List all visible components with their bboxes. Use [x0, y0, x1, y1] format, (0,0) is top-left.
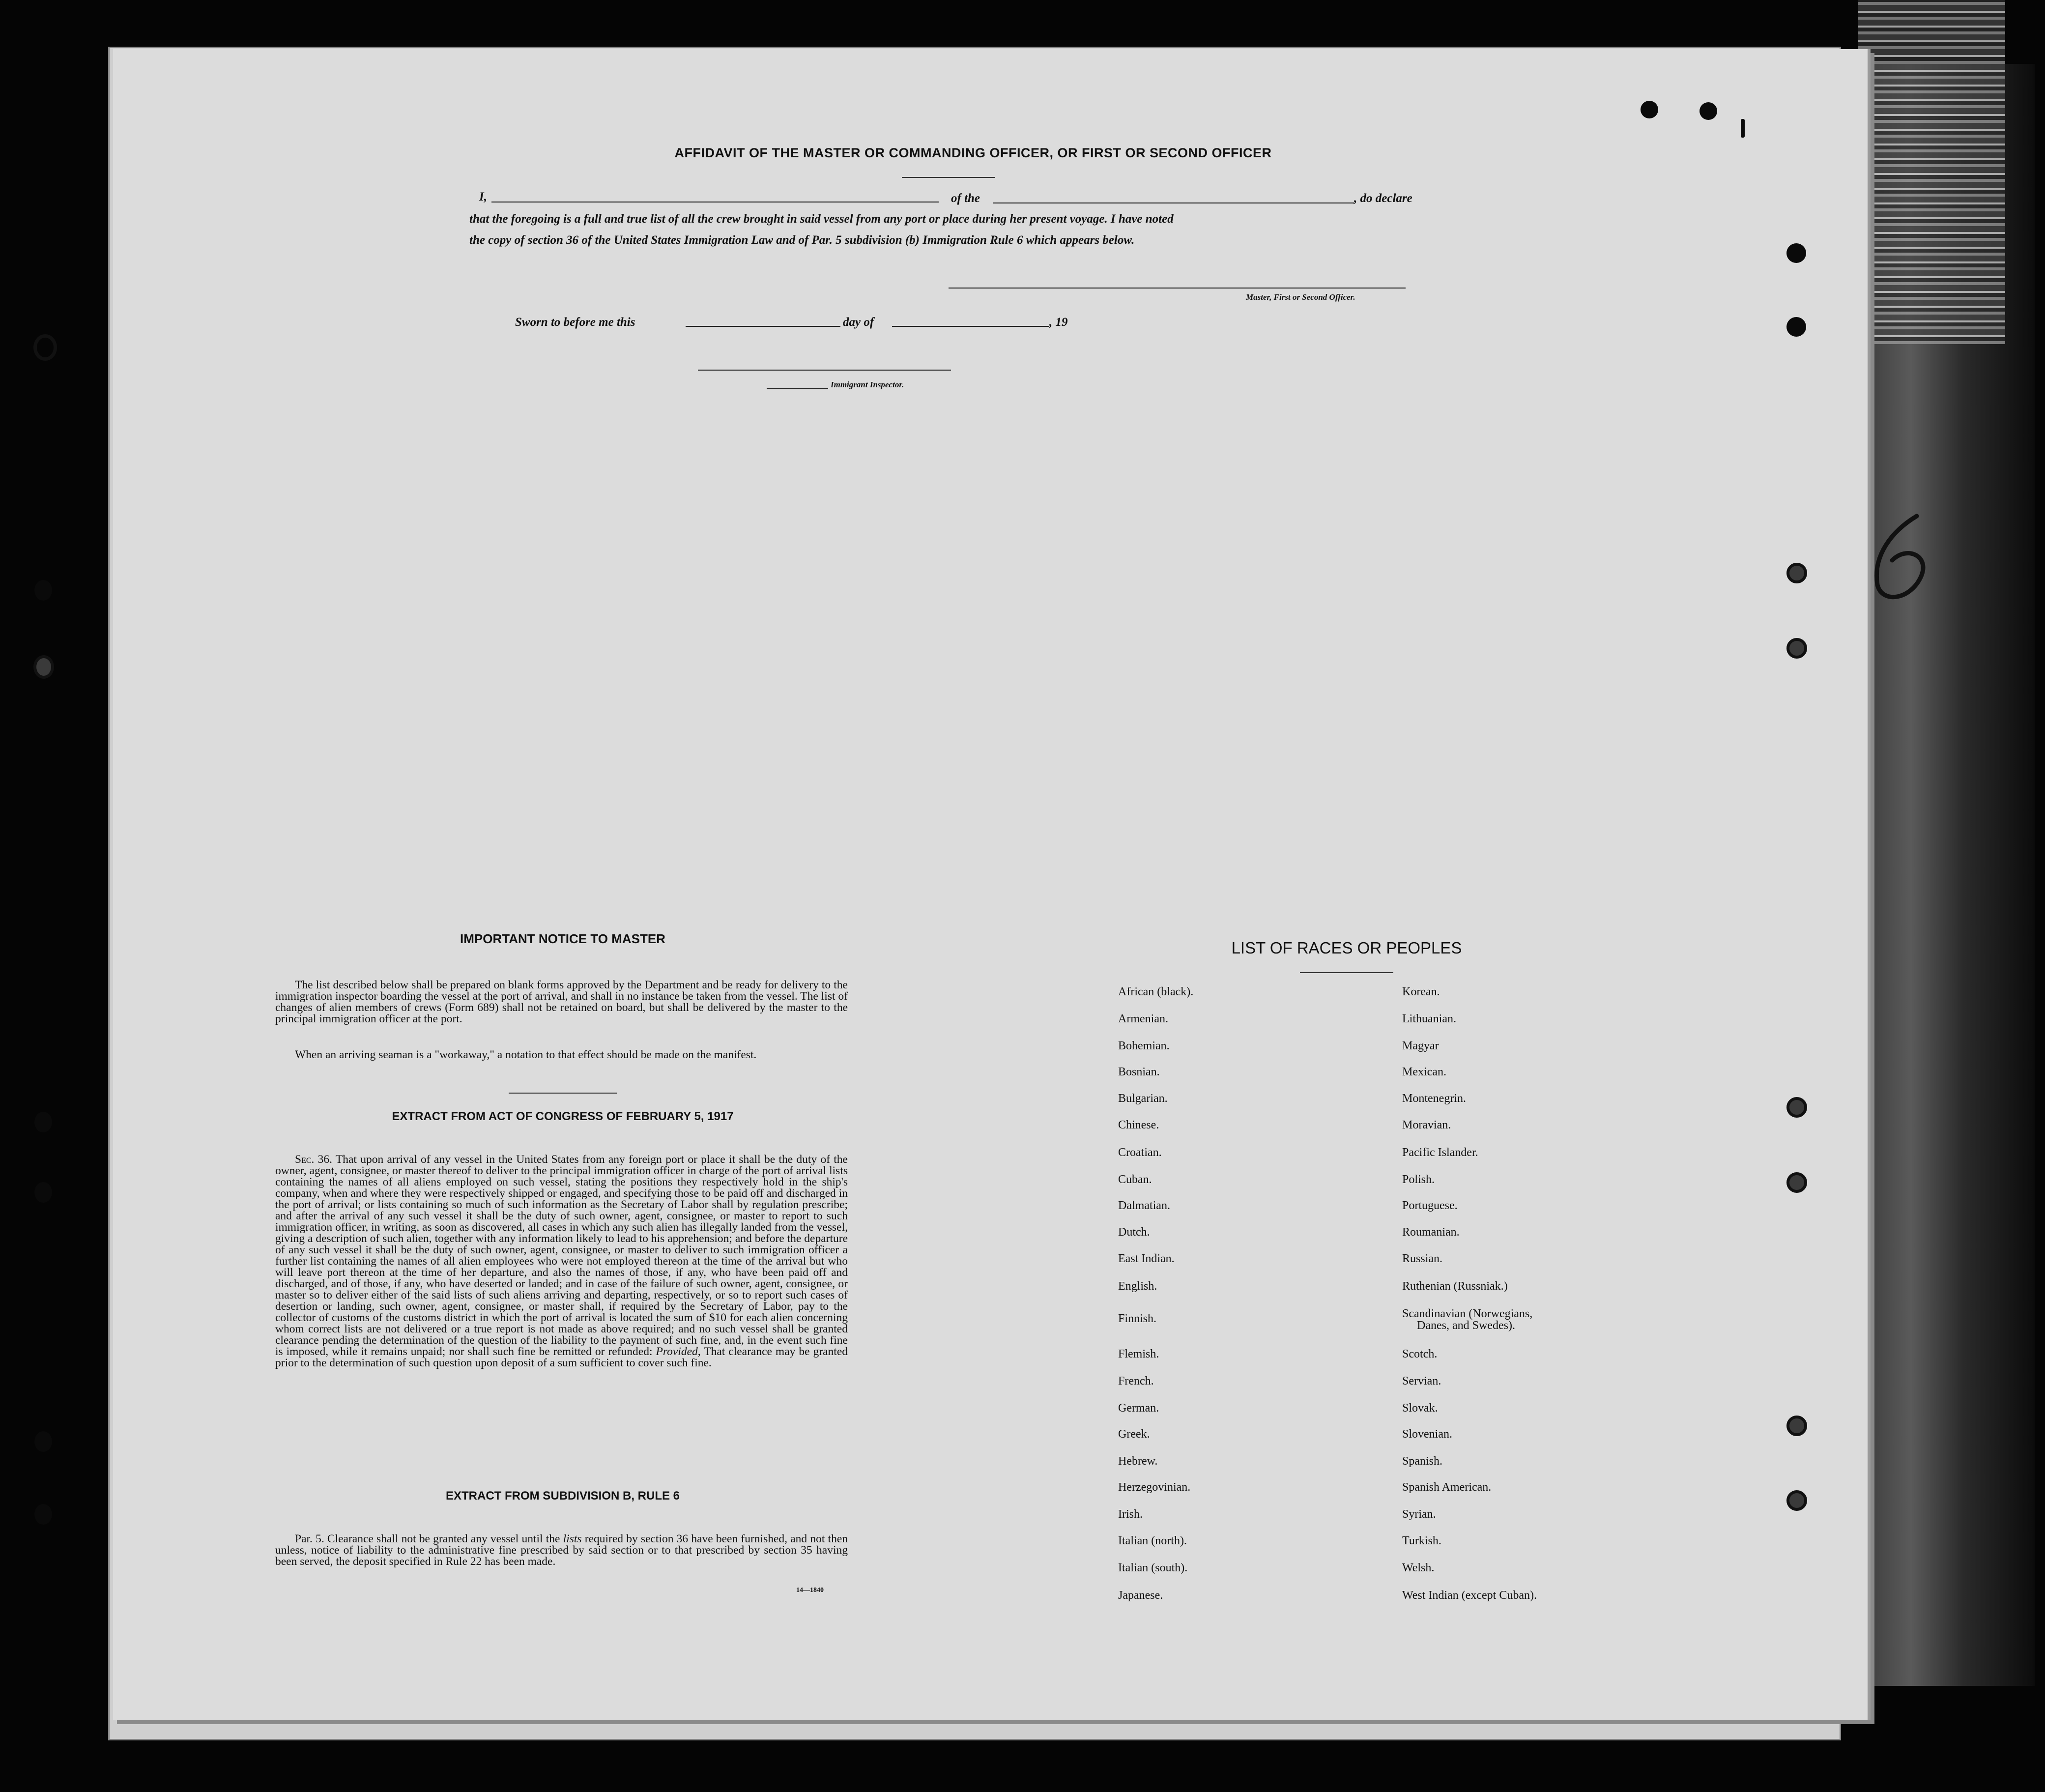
- affiant-label: I,: [479, 190, 487, 203]
- extract-act-text: That upon arrival of any vessel in the United States from any foreign port or place it shall be the duty of the owner, agent, consignee, or master thereof to deliver to the principal immigration officer in charge of the port of arrival lists containing the names of all aliens employed on such vessel, stating the positions they respectively hold in the ship's company, when and where they were respectively shipped or engaged, and specifying those to be paid off and discharged in the port of arrival; or lists containing so much of such information as the Secretary of Labor shall by regulation prescribe; and after the arrival of any such vessel it shall be the duty of such owner, agent, consignee, or master to report to such immigration officer, in writing, as soon as discovered, all cases in which any such alien has illegally landed from the vessel, giving a description of such alien, together with any information likely to lead to his apprehension; and before the departure of any such vessel it shall be the duty of such owner, agent, consignee, or master to deliver to such immigration officer a further list containing the names of all alien employees who were not employed thereon at the time of the arrival but who will leave port thereon at the time of her departure, and also the names of those, if any, who have been paid off and discharged, and of those, if any, who have deserted or landed; and in case of the failure of such owner, agent, consignee, or master so to deliver either of the said lists of such aliens arriving and departing, respectively, or so to report such cases of desertion or landing, such owner, agent, consignee, or master shall, if required by the Secretary of Labor, pay to the collector of customs of the customs district in which the port of arrival is located the sum of $10 for each alien concerning whom correct lists are not delivered or a true report is not made as above required; and no such vessel shall be granted clearance pending the determination of the question of the liability to the payment of such fine, and, in the event such fine is imposed, while it remains unpaid; nor shall such fine be remitted or refunded:: [275, 1153, 848, 1358]
- race-item: Finnish.: [1118, 1312, 1157, 1325]
- binder-hole-icon: [34, 1182, 52, 1203]
- binder-hole-icon: [1786, 1172, 1807, 1193]
- sec-label: Sec. 36.: [295, 1153, 333, 1166]
- race-item: German.: [1118, 1402, 1159, 1415]
- race-item: Polish.: [1402, 1173, 1435, 1186]
- sworn-day-line[interactable]: [686, 326, 840, 327]
- race-item: Welsh.: [1402, 1561, 1435, 1574]
- race-item: Irish.: [1118, 1508, 1143, 1521]
- sworn-month-line[interactable]: [892, 326, 1049, 327]
- race-item: Spanish.: [1402, 1455, 1443, 1468]
- declare-text: , do declare: [1354, 192, 1412, 205]
- extract-rule-text: Par. 5. Clearance shall not be granted any vessel until the: [295, 1532, 560, 1545]
- binder-hole-icon: [1786, 1416, 1807, 1436]
- binder-hole-icon: [1741, 119, 1745, 138]
- race-item: Turkish.: [1402, 1534, 1441, 1547]
- race-item: Servian.: [1402, 1375, 1441, 1387]
- race-item: Cuban.: [1118, 1173, 1152, 1186]
- affidavit-title: AFFIDAVIT OF THE MASTER OR COMMANDING OFFICER, OR FIRST OR SECOND OFFICER: [674, 145, 1272, 160]
- race-item: Dalmatian.: [1118, 1199, 1170, 1212]
- race-item: Roumanian.: [1402, 1226, 1460, 1239]
- binder-hole-icon: [1699, 102, 1717, 120]
- notice-paragraph-2: [275, 1049, 848, 1061]
- binder-hole-icon: [1641, 101, 1658, 118]
- binder-hole-icon: [34, 1504, 52, 1525]
- sworn-label: Sworn to before me this: [515, 316, 635, 329]
- binder-hole-icon: [1786, 243, 1806, 263]
- race-item: Greek.: [1118, 1428, 1150, 1441]
- races-title: LIST OF RACES OR PEOPLES: [1231, 939, 1462, 957]
- affidavit-line-1: that the foregoing is a full and true list of all the crew brought in said vessel from any port or place during her present voyage. I have noted: [469, 212, 1174, 226]
- notice-text-2: When an arriving seaman is a "workaway," a notation to that effect should be made on the manifest.: [295, 1048, 757, 1061]
- race-item: Croatian.: [1118, 1146, 1162, 1159]
- binder-hole-icon: [33, 334, 57, 361]
- race-item: Armenian.: [1118, 1012, 1168, 1025]
- race-item: Dutch.: [1118, 1226, 1150, 1239]
- race-item: Spanish American.: [1402, 1481, 1492, 1494]
- notice-text-1: The list described below shall be prepared on blank forms approved by the Department and be ready for delivery to the immigration inspector boarding the vessel at the port of arrival, and shall in no instance be taken from the vessel. The list of changes of alien members of crews (Form 689) shall not be retained on board, but shall be delivered by the master to the principal immigration officer at the port.: [275, 979, 848, 1025]
- extract-act-paragraph: [275, 1154, 848, 1369]
- race-item: Slovenian.: [1402, 1428, 1452, 1441]
- race-item: Herzegovinian.: [1118, 1481, 1191, 1494]
- year-label: , 19: [1049, 316, 1068, 329]
- race-item: Scandinavian (Norwegians,: [1402, 1307, 1533, 1320]
- form-number: 14—1840: [796, 1587, 824, 1594]
- race-item-continuation: Danes, and Swedes).: [1417, 1319, 1515, 1332]
- document-page: [113, 49, 1871, 1720]
- race-item: Lithuanian.: [1402, 1012, 1456, 1025]
- race-item: West Indian (except Cuban).: [1402, 1589, 1537, 1602]
- race-item: Russian.: [1402, 1252, 1443, 1265]
- binder-hole-icon: [34, 580, 52, 601]
- extract-rule-title: EXTRACT FROM SUBDIVISION B, RULE 6: [445, 1489, 680, 1503]
- binder-hole-icon: [1786, 563, 1807, 583]
- affidavit-line-2: the copy of section 36 of the United States Immigration Law and of Par. 5 subdivision (b) Immigration Rule 6 which appears below.: [469, 233, 1135, 247]
- lists-word: lists: [563, 1532, 582, 1545]
- race-item: Italian (north).: [1118, 1534, 1187, 1547]
- handwritten-mark: [1863, 511, 1936, 609]
- race-item: English.: [1118, 1280, 1157, 1293]
- divider: [1300, 972, 1393, 973]
- inspector-short-line: [767, 388, 828, 389]
- signature-label: Master, First or Second Officer.: [1246, 292, 1355, 302]
- race-item: Slovak.: [1402, 1402, 1438, 1415]
- extract-act-title: EXTRACT FROM ACT OF CONGRESS OF FEBRUARY 5, 1917: [392, 1110, 734, 1123]
- race-item: Ruthenian (Russniak.): [1402, 1280, 1508, 1293]
- binder-hole-icon: [1786, 1490, 1807, 1511]
- race-item: African (black).: [1118, 985, 1194, 998]
- day-of-label: day of: [843, 316, 874, 329]
- race-item: Flemish.: [1118, 1348, 1159, 1360]
- vessel-label: of the: [951, 192, 980, 205]
- inspector-label: Immigrant Inspector.: [831, 380, 904, 389]
- race-item: Pacific Islander.: [1402, 1146, 1478, 1159]
- race-item: East Indian.: [1118, 1252, 1175, 1265]
- race-item: Portuguese.: [1402, 1199, 1458, 1212]
- race-item: French.: [1118, 1375, 1154, 1387]
- race-item: Magyar: [1402, 1040, 1439, 1052]
- extract-rule-paragraph: [275, 1533, 848, 1567]
- notice-title: IMPORTANT NOTICE TO MASTER: [460, 931, 665, 946]
- divider: [902, 177, 995, 178]
- race-item: Syrian.: [1402, 1508, 1436, 1521]
- binder-hole-icon: [34, 1431, 52, 1452]
- race-item: Hebrew.: [1118, 1455, 1158, 1468]
- race-item: Bohemian.: [1118, 1040, 1170, 1052]
- binder-hole-icon: [33, 655, 54, 679]
- signature-line[interactable]: [949, 288, 1406, 289]
- race-item: Scotch.: [1402, 1348, 1438, 1360]
- race-item: Bosnian.: [1118, 1066, 1160, 1078]
- race-item: Korean.: [1402, 985, 1440, 998]
- notice-paragraph-1: [275, 980, 848, 1025]
- extract-rule-text-end: required by section 36 have been furnished, and not then unless, notice of liability to the administrative fine prescribed by said section or to that prescribed by section 35 having been served, the deposit specified in Rule 22 has been made.: [275, 1532, 848, 1568]
- provided-word: Provided,: [656, 1345, 701, 1358]
- race-item: Mexican.: [1402, 1066, 1446, 1078]
- inspector-signature-line[interactable]: [698, 370, 951, 371]
- race-item: Chinese.: [1118, 1119, 1159, 1131]
- vessel-name-line[interactable]: [993, 202, 1354, 203]
- divider: [509, 1093, 617, 1094]
- race-item: Bulgarian.: [1118, 1092, 1168, 1105]
- race-item: Montenegrin.: [1402, 1092, 1466, 1105]
- binder-hole-icon: [1786, 1097, 1807, 1118]
- binder-hole-icon: [1786, 638, 1807, 659]
- race-item: Italian (south).: [1118, 1561, 1188, 1574]
- race-item: Moravian.: [1402, 1119, 1451, 1131]
- extract-act-text-end: That clearance may be granted prior to the determination of such question upon deposit of a sum sufficient to cover such fine.: [275, 1345, 848, 1369]
- binder-hole-icon: [34, 1112, 52, 1132]
- race-item: Japanese.: [1118, 1589, 1163, 1602]
- scan-strip: [1858, 0, 2005, 344]
- binder-hole-icon: [1786, 317, 1806, 337]
